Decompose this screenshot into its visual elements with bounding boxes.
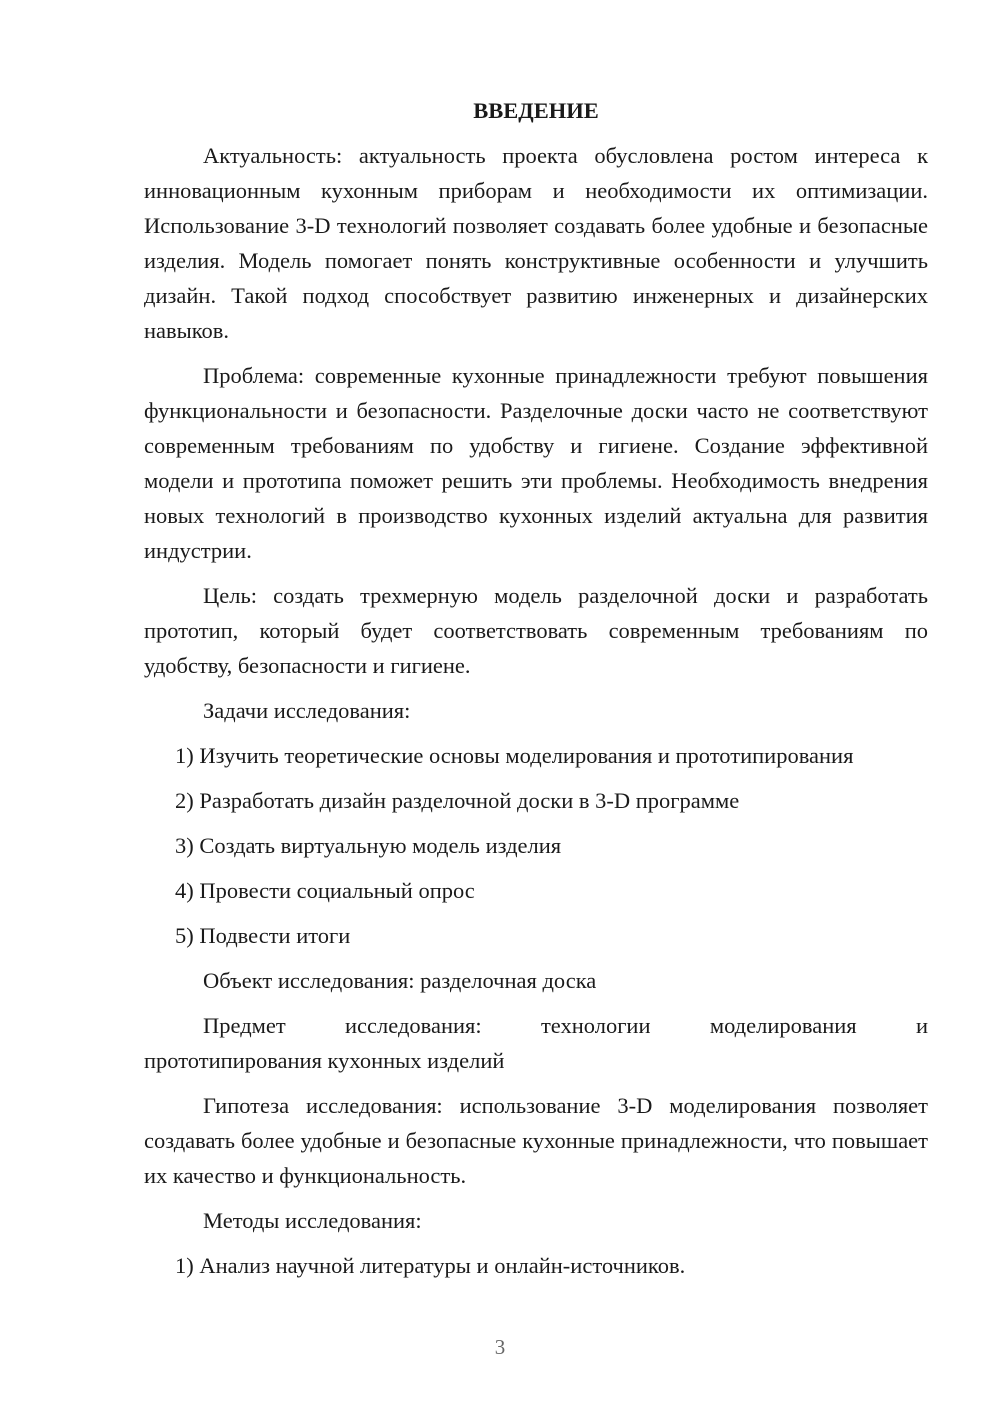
list-item: 5) Подвести итоги bbox=[175, 923, 351, 948]
paragraph-goal: Цель: создать трехмерную модель разделочной доски и разработать прототип, который будет соответствовать современным требованиям по удобству, безопасности и гигиене. bbox=[144, 583, 928, 678]
paragraph-relevance: Актуальность: актуальность проекта обусловлена ростом интереса к инновационным кухонным приборам и необходимости их оптимизации. Использование 3-D технологий позволяет создавать более удобные и безопасные изделия. Модель помогает понять конструктивные особенности и улучшить дизайн. Такой подход способствует развитию инженерных и дизайнерских навыков. bbox=[144, 143, 928, 343]
methods-list bbox=[144, 1248, 928, 1283]
page-heading: ВВЕДЕНИЕ bbox=[473, 98, 599, 123]
tasks-title: Задачи исследования: bbox=[203, 698, 411, 723]
paragraph-hypothesis: Гипотеза исследования: использование 3-D моделирования позволяет создавать более удобные и безопасные кухонные принадлежности, что повышает их качество и функциональность. bbox=[144, 1093, 928, 1188]
list-item: 1) Изучить теоретические основы моделирования и прототипирования bbox=[175, 743, 854, 768]
methods-title: Методы исследования: bbox=[203, 1208, 422, 1233]
list-item: 4) Провести социальный опрос bbox=[175, 878, 475, 903]
list-item: 3) Создать виртуальную модель изделия bbox=[175, 833, 562, 858]
list-item: 1) Анализ научной литературы и онлайн-источников. bbox=[175, 1253, 686, 1278]
tasks-list bbox=[144, 738, 928, 953]
subject-line-2: прототипирования кухонных изделий bbox=[144, 1048, 505, 1073]
page-content bbox=[144, 93, 928, 1293]
paragraph-subject bbox=[144, 1008, 928, 1078]
page-number: 3 bbox=[494, 1335, 506, 1359]
list-item: 2) Разработать дизайн разделочной доски в 3-D программе bbox=[175, 788, 740, 813]
paragraph-problem: Проблема: современные кухонные принадлежности требуют повышения функциональности и безопасности. Разделочные доски часто не соответствуют современным требованиям по удобству и гигиене. Создание эффективной модели и прототипа поможет решить эти проблемы. Необходимость внедрения новых технологий в производство кухонных изделий актуальна для развития индустрии. bbox=[144, 363, 928, 563]
subject-line-1: Предмет исследования: технологии моделирования и bbox=[203, 1013, 928, 1038]
paragraph-object: Объект исследования: разделочная доска bbox=[203, 968, 597, 993]
